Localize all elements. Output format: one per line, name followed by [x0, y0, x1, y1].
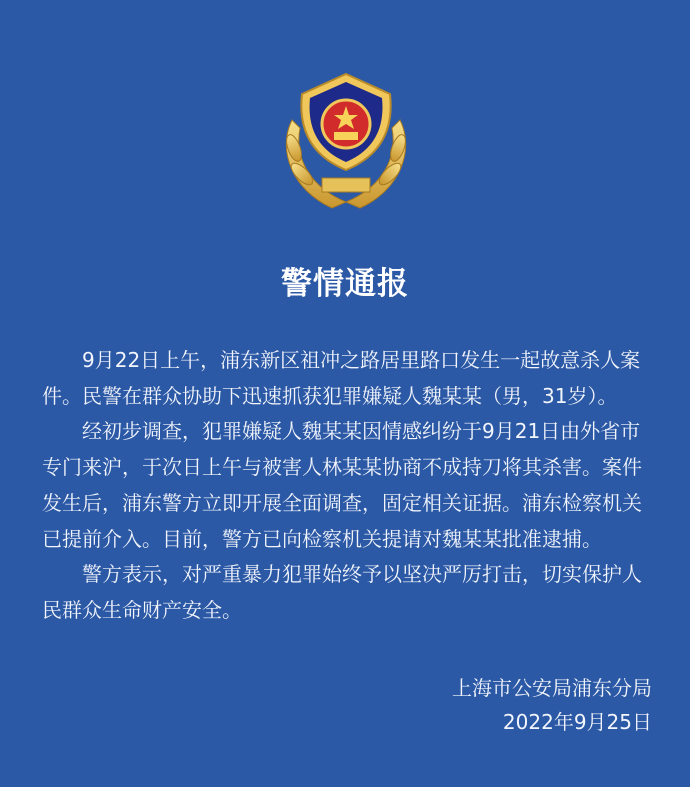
- text-line: 警方表示，对严重暴力犯罪始终予以坚决严厉打击，切实保护人: [82, 562, 642, 587]
- text-line: 经初步调查，犯罪嫌疑人魏某某因情感纠纷于9月21日由外省市: [82, 419, 641, 444]
- text-line: 9月22日上午，浦东新区祖冲之路居里路口发生一起故意杀人案: [82, 348, 641, 372]
- paragraph-1: [42, 343, 662, 414]
- text-line: 发生后，浦东警方立即开展全面调查，固定相关证据。浦东检察机关: [42, 490, 642, 515]
- paragraph-3: [42, 557, 662, 628]
- paragraph-2: [42, 414, 662, 557]
- text-line: 民群众生命财产安全。: [42, 597, 242, 622]
- text-line: 件。民警在群众协助下迅速抓获犯罪嫌疑人魏某某（男，31岁）。: [42, 383, 618, 408]
- notice-body: [42, 343, 662, 629]
- issue-date: 2022年9月25日: [502, 710, 652, 734]
- page-title: 警情通报: [281, 266, 409, 302]
- police-emblem-icon: [272, 70, 420, 216]
- text-line: 已提前介入。目前，警方已向检察机关提请对魏某某批准逮捕。: [42, 526, 602, 551]
- text-line: 专门来沪，于次日上午与被害人林某某协商不成持刀将其杀害。案件: [42, 455, 642, 480]
- issuer-signature: 上海市公安局浦东分局: [452, 676, 652, 700]
